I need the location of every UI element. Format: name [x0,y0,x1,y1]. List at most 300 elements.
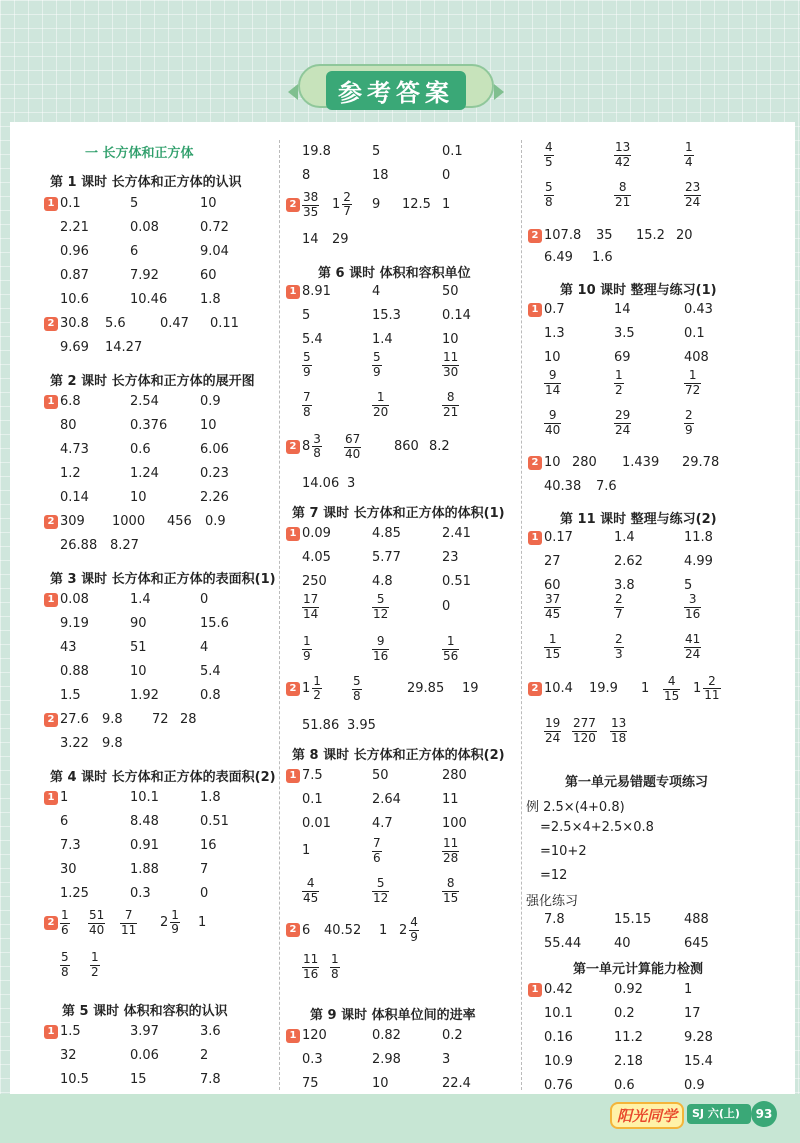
answer-value: 1.4 [372,332,393,347]
answer-value: 11 28 [443,836,459,865]
section-heading: 第 2 课时 长方体和正方体的展开图 [50,374,255,389]
answer-row [302,168,512,183]
answer-row [47,790,270,805]
answer-row [60,688,270,703]
answer-row [544,479,626,494]
answer-row [60,538,160,553]
section-heading: 第 10 课时 整理与练习(1) [560,283,717,298]
answer-value: 51 40 [89,908,105,937]
answer-value: 1 2 7 [332,189,351,219]
answer-row [544,554,754,569]
answer-row [60,244,270,259]
answer-value: 0.92 [614,982,643,997]
answer-value: 2 3 [615,632,623,661]
answer-value: 280 [442,768,467,783]
answer-value: 0.96 [60,244,89,259]
answer-value: 0.1 [302,792,323,807]
answer-value: 1 [198,915,207,931]
answer-value: 1 [442,197,451,213]
answer-value: 10.9 [544,1054,573,1069]
section-heading: 第 5 课时 体积和容积的认识 [62,1004,228,1019]
answer-value: 0.376 [130,418,168,433]
answer-value: 1.439 [622,455,660,470]
answer-value: 90 [130,616,147,631]
answer-value: 4.05 [302,550,331,565]
answer-value: 0.17 [544,530,573,545]
answer-row [544,408,754,438]
answer-value: 6 [302,922,311,938]
answer-row [289,526,512,541]
answer-value: 3 [347,476,356,491]
answer-value: 15 [130,1072,147,1087]
section-heading: 第一单元计算能力检测 [573,962,704,977]
answer-value: 488 [684,912,709,927]
answer-value: 17 14 [303,592,319,621]
answer-row [302,232,362,247]
answer-row [302,350,512,380]
answer-row [531,982,754,997]
section-heading: 第 11 课时 整理与练习(2) [560,512,717,527]
question-number-badge: 2 [528,229,542,243]
answer-value: 0.9 [205,514,226,529]
answer-value: 0 [442,168,451,183]
answer-value: 0.91 [130,838,159,853]
answer-value: 5 8 [353,674,361,703]
answer-row [544,1030,754,1045]
answer-value: 0.43 [684,302,713,317]
answer-value: 29 [332,232,349,247]
answer-value: 10.1 [130,790,159,805]
answer-value: 100 [442,816,467,831]
answer-value: 280 [572,455,597,470]
answer-value: 3.22 [60,736,89,751]
answer-value: 5.4 [302,332,323,347]
answer-row [60,1072,270,1087]
answer-row [60,664,270,679]
answer-value: 20 [676,228,693,243]
answer-value: 15.4 [684,1054,713,1069]
answer-value: 9.19 [60,616,89,631]
answer-value: 3 [442,1052,451,1067]
answer-row [289,431,459,462]
answer-value: 10.5 [60,1072,89,1087]
answer-value: 408 [684,350,709,365]
answer-value: 27.6 [60,712,89,727]
answer-value: 0.42 [544,982,573,997]
answer-value: 4.99 [684,554,713,569]
answer-value: 9 16 [373,634,389,663]
answer-value: 2.62 [614,554,643,569]
answer-value: 29 24 [615,408,631,437]
answer-value: 14 [302,232,319,247]
answer-row [60,640,270,655]
answer-value: 10.1 [544,1006,573,1021]
answer-value: 3.6 [200,1024,221,1039]
answer-value: 32 [60,1048,77,1063]
answer-value: 1.6 [592,250,613,265]
answer-value: 0.1 [442,144,463,159]
answer-value: 2.64 [372,792,401,807]
answer-value: 4.7 [372,816,393,831]
answer-row [531,455,732,470]
question-number-badge: 1 [528,303,542,317]
grade-tag: SJ 六(上) [687,1104,751,1124]
answer-value: 0.2 [442,1028,463,1043]
answer-value: 29.85 [407,681,445,697]
answer-value: 14 [614,302,631,317]
answer-row [302,1076,512,1091]
answer-value: 456 [167,514,192,529]
answer-value: 16 [200,838,217,853]
answer-value: 13 18 [611,716,627,745]
answer-value: 5 8 [61,950,69,979]
answer-value: 10.4 [544,681,573,697]
answer-row [531,302,754,317]
answer-value: 4 5 [545,140,553,169]
answer-value: 250 [302,574,327,589]
answer-value: 15.6 [200,616,229,631]
answer-value: 3 16 [685,592,701,621]
answer-row [60,490,270,505]
answer-value: 5.6 [105,316,126,331]
answer-value: 860 [394,439,419,455]
question-number-badge: 2 [286,198,300,212]
answer-value: 41 24 [685,632,701,661]
answer-row [544,936,754,951]
question-number-badge: 1 [44,395,58,409]
answer-value: 60 [544,578,561,593]
answer-value: 11 16 [303,952,319,981]
answer-value: 10 [200,418,217,433]
answer-row [531,673,733,704]
answer-value: 6 [130,244,139,259]
answer-value: 2 [200,1048,209,1063]
answer-value: 8.48 [130,814,159,829]
answer-value: 1 8 [331,952,339,981]
answer-value: 1.5 [60,1024,81,1039]
answer-value: 0.14 [442,308,471,323]
answer-value: 8 3 8 [302,431,321,461]
answer-value: 0.87 [60,268,89,283]
answer-value: 1 [302,843,311,859]
answer-value: 10 [372,1076,389,1091]
answer-value: 8 21 [615,180,631,209]
answer-value: 2 7 [615,592,623,621]
page-number: 93 [751,1101,777,1127]
answer-value: 40 [614,936,631,951]
answer-row [47,394,270,409]
question-number-badge: 1 [44,593,58,607]
question-number-badge: 2 [44,515,58,529]
answer-value: 309 [60,514,85,529]
answer-value: 8.2 [429,439,450,455]
answer-row [302,308,512,323]
answer-row [544,140,754,170]
answer-value: 4 45 [303,876,319,905]
answer-value: 1.25 [60,886,89,901]
answer-value: 11 [442,792,459,807]
page-title: 参考答案 [326,71,466,110]
answer-value: 19.8 [302,144,331,159]
answer-value: 14.27 [105,340,143,355]
answer-value: 0 [200,592,209,607]
answer-value: 1 2 [91,950,99,979]
answer-value: 1.5 [60,688,81,703]
answer-value: 0 [442,599,451,615]
answer-value: 7.8 [200,1072,221,1087]
answer-value: 6.8 [60,394,81,409]
answer-value: 51 [130,640,147,655]
answer-row [302,592,512,622]
answer-value: 10 [442,332,459,347]
worked-example-line: 强化练习 [526,894,579,909]
answer-value: 15.3 [372,308,401,323]
answer-value: 5.77 [372,550,401,565]
answer-value: 5 12 [373,592,389,621]
answer-row [302,390,512,420]
answer-value: 30 [60,862,77,877]
section-heading: 第一单元易错题专项练习 [565,775,709,790]
answer-value: 7 6 [373,836,381,865]
answer-value: 0.7 [544,302,565,317]
answer-value: 10.6 [60,292,89,307]
question-number-badge: 1 [286,285,300,299]
question-number-badge: 2 [44,713,58,727]
answer-row [544,1006,754,1021]
worked-example-line: =2.5×4+2.5×0.8 [540,820,654,835]
answer-row [544,716,640,746]
answer-value: 6.49 [544,250,573,265]
answer-value: 1 2 [615,368,623,397]
section-heading: 第 7 课时 长方体和正方体的体积(1) [292,506,505,521]
answer-value: 7.6 [596,479,617,494]
answer-value: 43 [60,640,77,655]
answer-row [544,1078,754,1093]
answer-row [544,180,754,210]
answer-value: 0.9 [200,394,221,409]
answer-row [302,332,512,347]
answer-value: 8.27 [110,538,139,553]
section-heading: 第 3 课时 长方体和正方体的表面积(1) [50,572,276,587]
answer-value: 50 [372,768,389,783]
answer-value: 8.91 [302,284,331,299]
answer-value: 2 1 9 [160,907,179,937]
answer-row [60,886,270,901]
answer-row [302,476,377,491]
answer-value: 19.9 [589,681,618,697]
answer-value: 1.3 [544,326,565,341]
answer-value: 1 6 [61,908,69,937]
answer-value: 1.8 [200,790,221,805]
answer-row [544,632,754,662]
answer-value: 29.78 [682,455,720,470]
answer-value: 1000 [112,514,146,529]
section-heading: 第 1 课时 长方体和正方体的认识 [50,175,242,190]
answer-value: 19 24 [545,716,561,745]
answer-value: 0.09 [302,526,331,541]
answer-value: 3.97 [130,1024,159,1039]
answer-value: 60 [200,268,217,283]
answer-value: 0.88 [60,664,89,679]
answer-value: 15.15 [614,912,652,927]
worked-example-line: 例 2.5×(4+0.8) [526,800,625,815]
answer-row [302,816,512,831]
answer-value: 35 [596,228,613,243]
answer-value: 2.41 [442,526,471,541]
answer-value: 5 12 [373,876,389,905]
question-number-badge: 2 [286,923,300,937]
answer-value: 0.01 [302,816,331,831]
answer-value: 2.98 [372,1052,401,1067]
answer-value: 5 [372,144,381,159]
question-number-badge: 1 [286,769,300,783]
answer-value: 19 [462,681,479,697]
answer-value: 8 15 [443,876,459,905]
answer-row [544,578,754,593]
answer-value: 10 [130,664,147,679]
question-number-badge: 2 [528,682,542,696]
answer-row [289,915,429,945]
answer-row [544,250,622,265]
question-number-badge: 1 [44,791,58,805]
answer-value: 7.3 [60,838,81,853]
answer-value: 4 15 [664,674,680,703]
banner-right-ribbon [494,84,504,100]
answer-value: 0.08 [60,592,89,607]
answer-value: 0.3 [130,886,151,901]
answer-value: 2.21 [60,220,89,235]
answer-value: 3.95 [347,718,376,733]
section-heading: 第 8 课时 长方体和正方体的体积(2) [292,748,505,763]
answer-value: 22.4 [442,1076,471,1091]
question-number-badge: 1 [528,983,542,997]
answer-value: 0.8 [200,688,221,703]
answer-value: 1.8 [200,292,221,307]
answer-row [60,220,270,235]
answer-value: 0.08 [130,220,159,235]
answer-value: 9 14 [545,368,561,397]
answer-row [60,814,270,829]
answer-row [302,876,512,906]
answer-value: 1 15 [545,632,561,661]
answer-value: 0.23 [200,466,229,481]
answer-value: 9.28 [684,1030,713,1045]
answer-value: 1.4 [614,530,635,545]
question-number-badge: 2 [286,440,300,454]
answer-value: 40.38 [544,479,582,494]
answer-value: 1 [379,922,388,938]
answer-value: 1.4 [130,592,151,607]
answer-value: 9.8 [102,736,123,751]
answer-value: 9 40 [545,408,561,437]
answer-value: 120 [302,1028,327,1043]
worked-example-line: =12 [540,868,568,883]
answer-row [544,326,754,341]
answer-value: 9.69 [60,340,89,355]
answer-row [302,836,512,866]
answer-row [47,196,270,211]
answer-value: 3.8 [614,578,635,593]
answer-value: 69 [614,350,631,365]
answer-row [302,144,512,159]
answer-value: 10 [130,490,147,505]
answer-row [289,768,512,783]
answer-value: 0.3 [302,1052,323,1067]
answer-row [47,907,218,938]
answer-value: 38 35 [303,190,319,219]
answer-row [60,862,270,877]
answer-row [60,268,270,283]
answer-value: 12.5 [402,197,431,213]
answer-row [60,466,270,481]
answer-value: 0.1 [60,196,81,211]
answer-value: 14.06 [302,476,340,491]
answer-value: 26.88 [60,538,98,553]
answer-row [531,530,754,545]
answer-value: 2.26 [200,490,229,505]
answer-row [60,418,270,433]
question-number-badge: 1 [528,531,542,545]
answer-value: 0 [200,886,209,901]
answer-value: 4.73 [60,442,89,457]
answer-row [60,616,270,631]
question-number-badge: 1 [286,527,300,541]
answer-row [302,574,512,589]
publisher-logo: 阳光同学 [610,1102,684,1129]
section-heading: 第 4 课时 长方体和正方体的表面积(2) [50,770,276,785]
answer-row [60,736,142,751]
answer-row [544,1054,754,1069]
answer-row [302,718,387,733]
answer-row [302,792,512,807]
answer-value: 80 [60,418,77,433]
answer-value: 5 9 [373,350,381,379]
answer-value: 18 [372,168,389,183]
column-divider [521,140,522,1090]
answer-value: 13 42 [615,140,631,169]
answer-value: 5 8 [545,180,553,209]
answer-value: 10.46 [130,292,168,307]
section-heading: 第 9 课时 体积单位间的进率 [310,1008,476,1023]
section-heading: 第 6 课时 体积和容积单位 [318,266,471,281]
answer-row [47,316,250,331]
answer-value: 5.4 [200,664,221,679]
section-heading: 一 长方体和正方体 [85,146,194,161]
answer-value: 11.2 [614,1030,643,1045]
answer-value: 23 24 [685,180,701,209]
answer-value: 4.85 [372,526,401,541]
answer-value: 5 [302,308,311,323]
answer-value: 50 [442,284,459,299]
answer-value: 645 [684,936,709,951]
answer-value: 1 4 [685,140,693,169]
banner-left-ribbon [288,84,298,100]
answer-row [60,442,270,457]
answer-row [544,912,754,927]
answer-value: 17 [684,1006,701,1021]
answer-value: 1 72 [685,368,701,397]
answer-value: 37 45 [545,592,561,621]
answer-value: 30.8 [60,316,89,331]
answer-value: 55.44 [544,936,582,951]
answer-value: 1 [60,790,69,805]
answer-row [544,592,754,622]
answer-value: 10 [544,455,561,470]
answer-row [289,1028,512,1043]
answer-value: 5 9 [303,350,311,379]
answer-value: 4 [372,284,381,299]
answer-value: 4.8 [372,574,393,589]
